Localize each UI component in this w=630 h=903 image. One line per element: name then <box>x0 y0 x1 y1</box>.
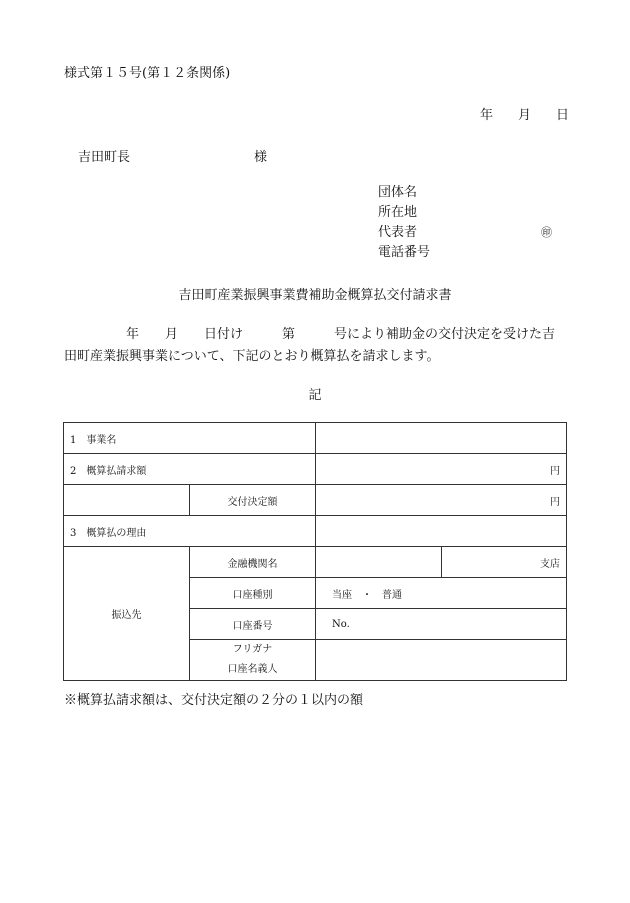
branch-value[interactable] <box>442 547 567 578</box>
bank-name-value[interactable] <box>316 547 442 578</box>
project-name-label: 1 事業名 <box>64 423 316 454</box>
form-number: 様式第１５号(第１２条関係) <box>64 66 231 81</box>
table-row <box>64 485 567 516</box>
request-amount-label: 2 概算払請求額 <box>64 454 316 485</box>
phone-label: 電話番号 <box>378 245 431 260</box>
decision-amount-value[interactable] <box>316 485 567 516</box>
empty-cell <box>64 485 190 516</box>
account-number-prefix: No. <box>332 618 350 630</box>
yen-unit: 円 <box>550 496 560 508</box>
project-name-value[interactable] <box>316 423 567 454</box>
address-label: 所在地 <box>378 205 418 220</box>
account-holder-value[interactable] <box>316 640 567 681</box>
date-line <box>480 104 569 123</box>
table-row <box>64 516 567 547</box>
account-type-value[interactable]: 当座 ・ 普通 <box>316 578 567 609</box>
footnote: ※概算払請求額は、交付決定額の２分の１以内の額 <box>64 693 364 708</box>
yen-unit: 円 <box>550 465 560 477</box>
branch-suffix: 支店 <box>540 558 560 570</box>
document-title: 吉田町産業振興事業費補助金概算払交付請求書 <box>178 288 452 303</box>
account-number-label: 口座番号 <box>190 609 316 640</box>
addressee-name: 吉田町長 <box>78 150 131 165</box>
request-amount-value[interactable] <box>316 454 567 485</box>
addressee-honorific: 様 <box>254 150 268 165</box>
account-type-label: 口座種別 <box>190 578 316 609</box>
bank-name-label: 金融機関名 <box>190 547 316 578</box>
group-name-label: 団体名 <box>378 185 418 200</box>
applicant-block <box>378 183 552 263</box>
transfer-destination-label: 振込先 <box>64 547 190 681</box>
furigana-label: フリガナ <box>232 644 273 655</box>
account-number-value[interactable] <box>316 609 567 640</box>
decision-amount-label: 交付決定額 <box>190 485 316 516</box>
reason-value[interactable] <box>316 516 567 547</box>
ki-heading: 記 <box>308 388 322 403</box>
table-row <box>64 423 567 454</box>
detail-table <box>63 422 567 681</box>
date-day: 日 <box>556 108 570 123</box>
body-paragraph: 年 月 日付け 第 号により補助金の交付決定を受けた吉田町産業振興事業について、下記のとおり概算払を請求します。 <box>64 327 556 364</box>
date-month: 月 <box>518 108 532 123</box>
date-year: 年 <box>480 108 494 123</box>
representative-label: 代表者 <box>378 225 418 240</box>
table-row <box>64 454 567 485</box>
seal-mark: ㊞ <box>541 226 552 239</box>
account-holder-label: 口座名義人 <box>227 664 278 675</box>
reason-label: 3 概算払の理由 <box>64 516 316 547</box>
holder-label-cell <box>190 640 316 681</box>
body-text <box>64 324 564 368</box>
table-row <box>64 547 567 578</box>
representative-row <box>378 223 552 243</box>
